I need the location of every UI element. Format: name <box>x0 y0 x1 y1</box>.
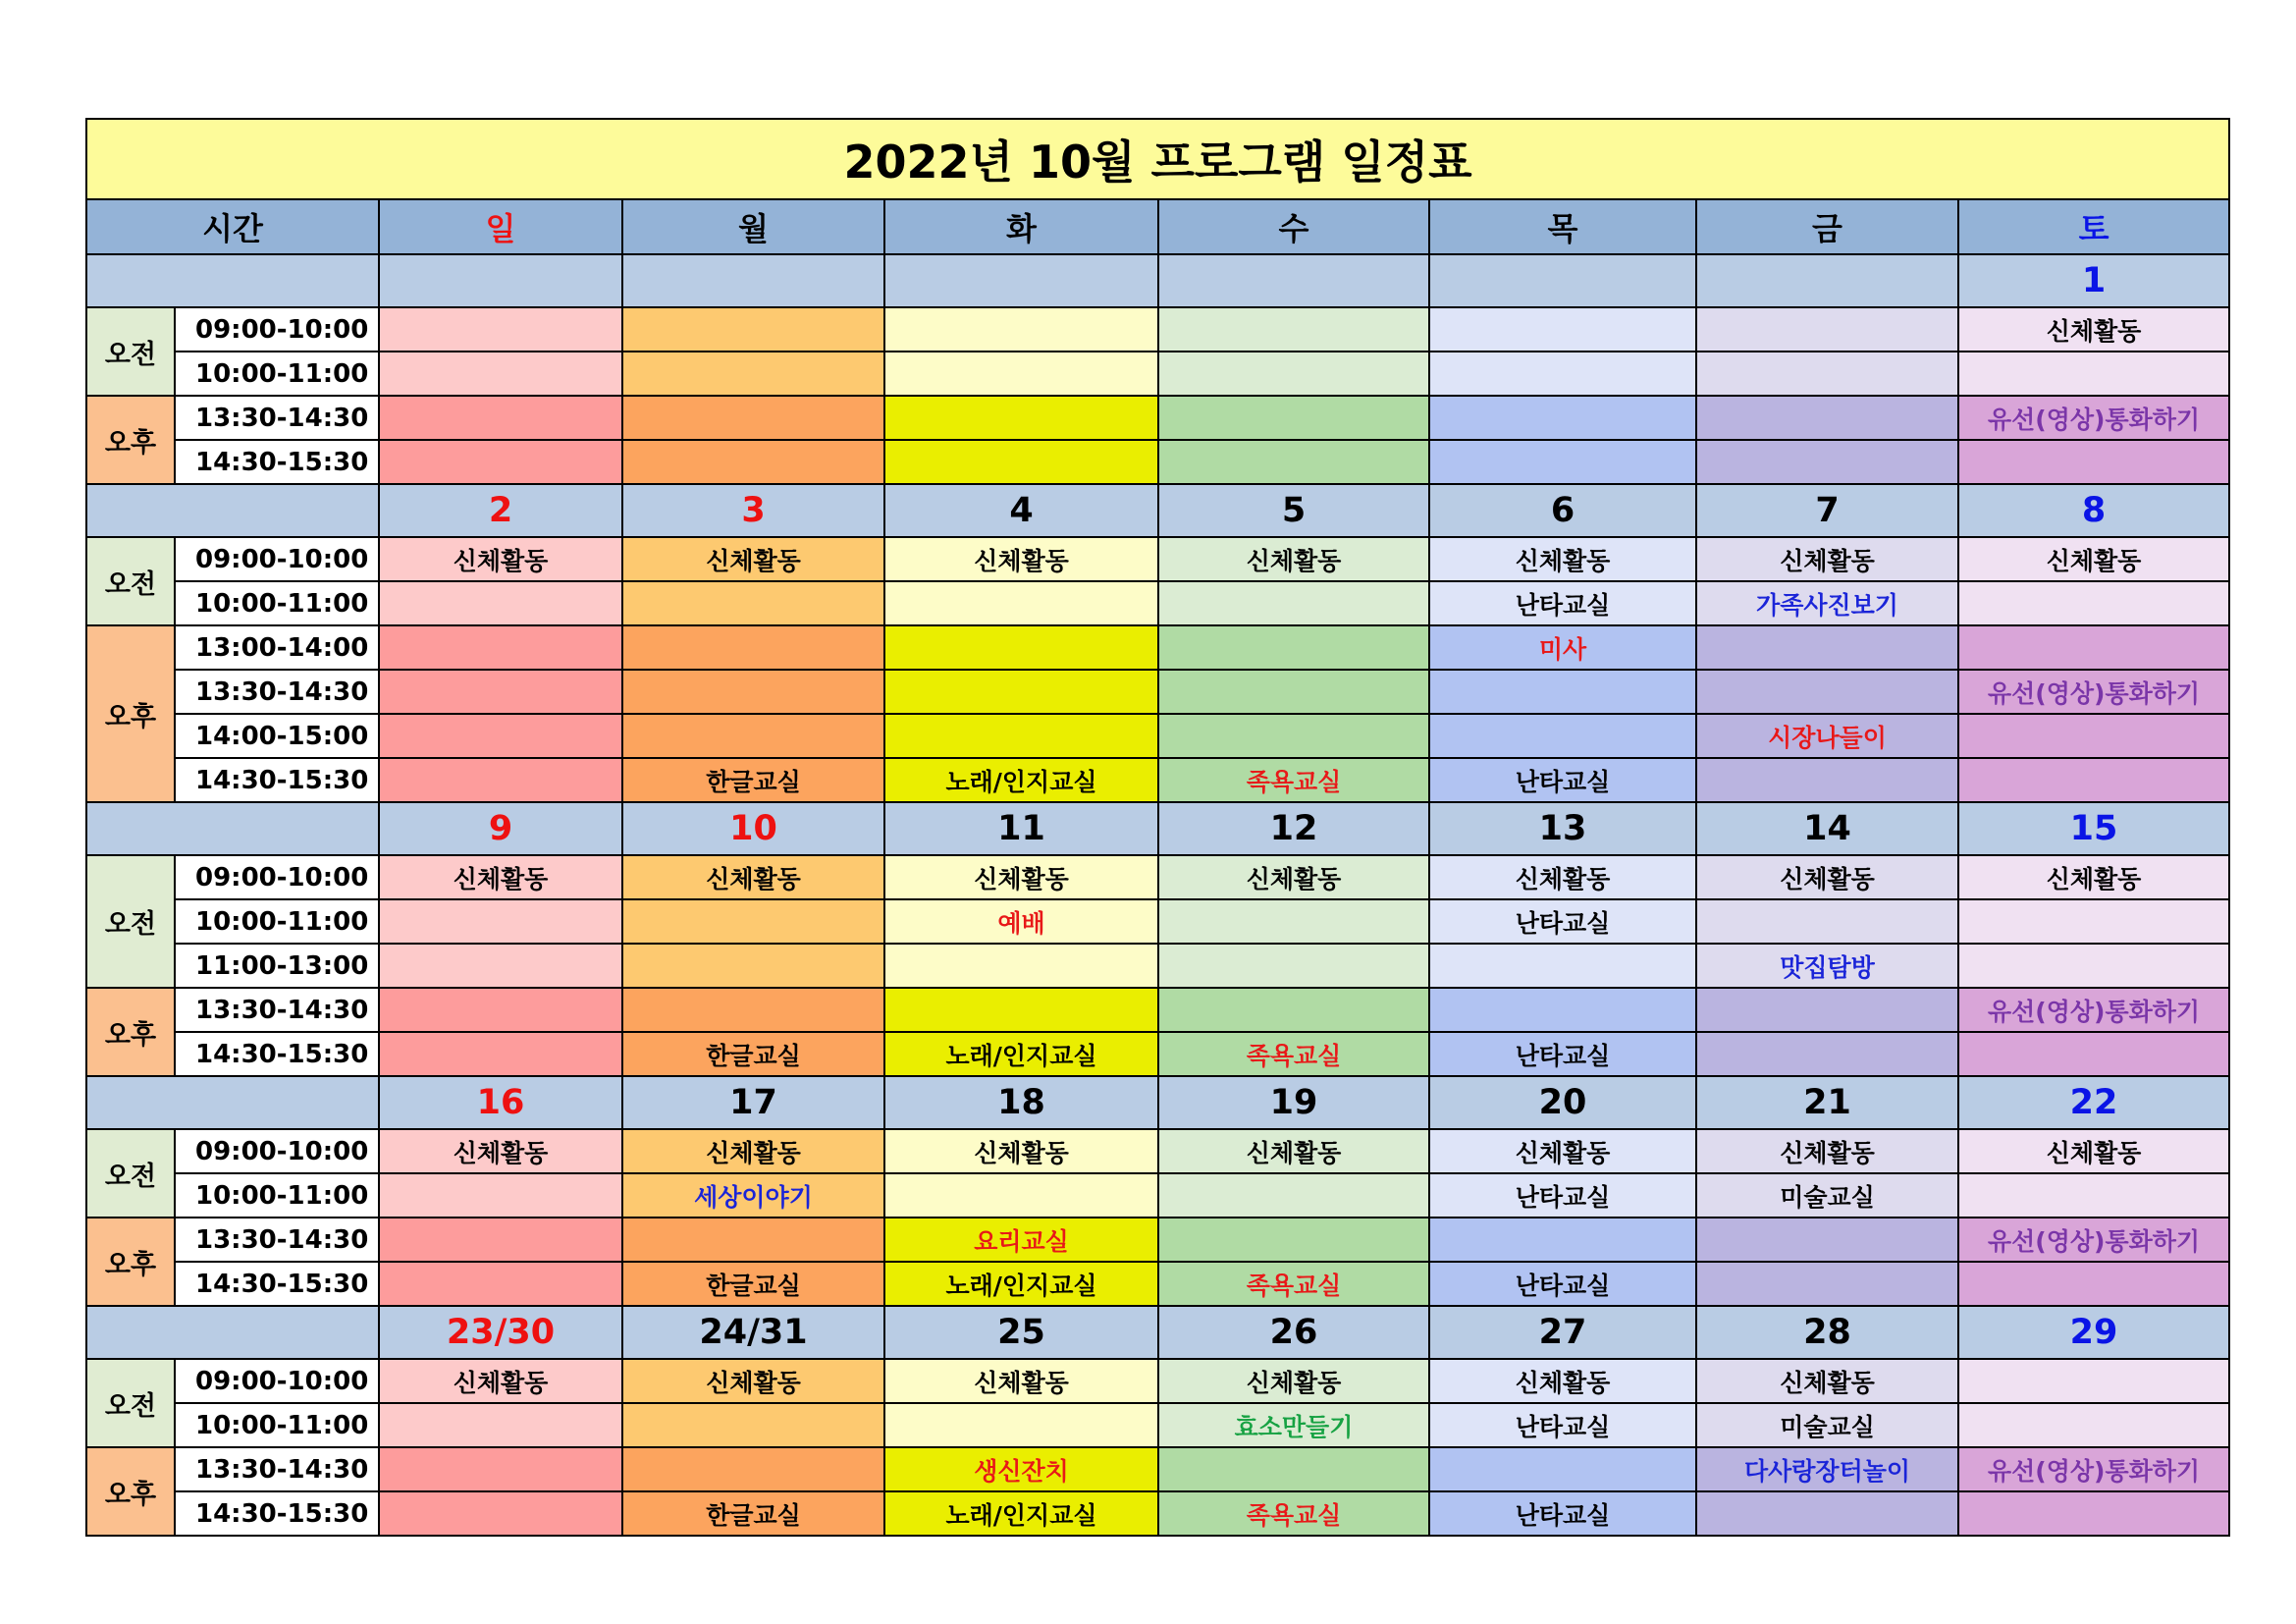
activity-cell: 유선(영상)통화하기 <box>1958 1447 2229 1491</box>
week-date-spacer <box>86 254 379 307</box>
activity-cell: 생신잔치 <box>884 1447 1158 1491</box>
activity-cell: 요리교실 <box>884 1218 1158 1262</box>
activity-cell <box>1158 988 1429 1032</box>
activity-cell <box>379 714 622 758</box>
activity-cell: 신체활동 <box>1429 1359 1696 1403</box>
activity-cell: 신체활동 <box>1696 855 1958 899</box>
activity-cell: 유선(영상)통화하기 <box>1958 1218 2229 1262</box>
activity-cell <box>884 988 1158 1032</box>
activity-cell: 족욕교실 <box>1158 1491 1429 1536</box>
day-header-tue: 화 <box>884 199 1158 254</box>
afternoon-label: 오후 <box>86 396 175 484</box>
activity-cell <box>379 758 622 802</box>
activity-cell <box>1958 440 2229 484</box>
time-slot-row <box>86 307 2229 352</box>
activity-cell: 노래/인지교실 <box>884 1032 1158 1076</box>
time-slot-row <box>86 758 2229 802</box>
activity-cell <box>379 396 622 440</box>
time-slot-label: 13:30-14:30 <box>175 988 379 1032</box>
activity-cell: 난타교실 <box>1429 1032 1696 1076</box>
time-slot-label: 14:30-15:30 <box>175 758 379 802</box>
activity-cell <box>1696 899 1958 944</box>
activity-cell <box>1696 1262 1958 1306</box>
week-date-row <box>86 1306 2229 1359</box>
activity-cell <box>379 1447 622 1491</box>
activity-cell <box>884 581 1158 625</box>
time-slot-row <box>86 581 2229 625</box>
time-slot-row <box>86 855 2229 899</box>
activity-cell: 신체활동 <box>884 537 1158 581</box>
activity-cell <box>1958 714 2229 758</box>
activity-cell <box>1158 1447 1429 1491</box>
activity-cell <box>622 307 884 352</box>
activity-cell <box>379 899 622 944</box>
date-cell: 26 <box>1158 1306 1429 1359</box>
time-slot-row <box>86 1491 2229 1536</box>
activity-cell <box>1158 944 1429 988</box>
activity-cell <box>379 352 622 396</box>
activity-cell: 난타교실 <box>1429 1262 1696 1306</box>
activity-cell <box>1158 899 1429 944</box>
activity-cell <box>1158 440 1429 484</box>
activity-cell <box>622 714 884 758</box>
activity-cell <box>1429 1447 1696 1491</box>
time-slot-row <box>86 537 2229 581</box>
time-slot-label: 14:00-15:00 <box>175 714 379 758</box>
date-cell <box>379 254 622 307</box>
activity-cell: 신체활동 <box>1158 537 1429 581</box>
time-slot-row <box>86 1173 2229 1218</box>
date-cell <box>884 254 1158 307</box>
activity-cell <box>622 1447 884 1491</box>
date-cell: 1 <box>1958 254 2229 307</box>
activity-cell <box>622 899 884 944</box>
date-cell: 10 <box>622 802 884 855</box>
activity-cell <box>1429 307 1696 352</box>
activity-cell: 예배 <box>884 899 1158 944</box>
time-slot-label: 09:00-10:00 <box>175 855 379 899</box>
activity-cell: 신체활동 <box>622 1359 884 1403</box>
activity-cell <box>1158 625 1429 670</box>
time-slot-row <box>86 1129 2229 1173</box>
activity-cell <box>884 307 1158 352</box>
time-slot-label: 13:30-14:30 <box>175 396 379 440</box>
activity-cell <box>379 670 622 714</box>
activity-cell <box>1958 1173 2229 1218</box>
date-cell: 4 <box>884 484 1158 537</box>
activity-cell: 신체활동 <box>1696 1359 1958 1403</box>
activity-cell <box>379 1262 622 1306</box>
schedule-title: 2022년 10월 프로그램 일정표 <box>86 119 2229 199</box>
date-cell: 23/30 <box>379 1306 622 1359</box>
activity-cell <box>379 625 622 670</box>
activity-cell: 신체활동 <box>1696 1129 1958 1173</box>
activity-cell: 신체활동 <box>1958 855 2229 899</box>
activity-cell <box>1158 307 1429 352</box>
activity-cell <box>622 440 884 484</box>
activity-cell: 난타교실 <box>1429 581 1696 625</box>
activity-cell <box>884 625 1158 670</box>
date-cell: 16 <box>379 1076 622 1129</box>
time-slot-row <box>86 988 2229 1032</box>
activity-cell <box>1958 758 2229 802</box>
time-slot-label: 09:00-10:00 <box>175 307 379 352</box>
activity-cell <box>1429 352 1696 396</box>
activity-cell: 한글교실 <box>622 1491 884 1536</box>
activity-cell: 신체활동 <box>884 1359 1158 1403</box>
time-slot-row <box>86 670 2229 714</box>
activity-cell <box>1958 1262 2229 1306</box>
time-slot-row <box>86 440 2229 484</box>
activity-cell <box>379 1218 622 1262</box>
activity-cell <box>1958 1403 2229 1447</box>
time-slot-label: 10:00-11:00 <box>175 899 379 944</box>
activity-cell: 신체활동 <box>1958 307 2229 352</box>
time-slot-label: 09:00-10:00 <box>175 537 379 581</box>
activity-cell <box>884 670 1158 714</box>
activity-cell <box>622 988 884 1032</box>
day-header-fri: 금 <box>1696 199 1958 254</box>
time-slot-label: 13:30-14:30 <box>175 1447 379 1491</box>
week-date-row <box>86 254 2229 307</box>
date-cell: 3 <box>622 484 884 537</box>
schedule-table <box>85 118 2230 1537</box>
week-date-row <box>86 802 2229 855</box>
week-date-spacer <box>86 1076 379 1129</box>
time-slot-label: 11:00-13:00 <box>175 944 379 988</box>
date-cell <box>622 254 884 307</box>
time-slot-row <box>86 1447 2229 1491</box>
activity-cell: 신체활동 <box>1429 537 1696 581</box>
activity-cell <box>622 670 884 714</box>
activity-cell <box>1429 714 1696 758</box>
activity-cell <box>1696 758 1958 802</box>
week-date-spacer <box>86 484 379 537</box>
date-cell: 19 <box>1158 1076 1429 1129</box>
activity-cell: 신체활동 <box>1958 1129 2229 1173</box>
activity-cell <box>379 988 622 1032</box>
activity-cell <box>379 440 622 484</box>
activity-cell <box>1958 944 2229 988</box>
time-slot-row <box>86 352 2229 396</box>
activity-cell: 신체활동 <box>884 1129 1158 1173</box>
date-cell: 6 <box>1429 484 1696 537</box>
morning-label: 오전 <box>86 537 175 625</box>
time-slot-label: 14:30-15:30 <box>175 1032 379 1076</box>
activity-cell <box>1429 988 1696 1032</box>
activity-cell <box>379 581 622 625</box>
date-cell: 5 <box>1158 484 1429 537</box>
activity-cell: 유선(영상)통화하기 <box>1958 988 2229 1032</box>
activity-cell <box>1958 352 2229 396</box>
date-cell: 27 <box>1429 1306 1696 1359</box>
activity-cell: 다사랑장터놀이 <box>1696 1447 1958 1491</box>
time-slot-label: 10:00-11:00 <box>175 1403 379 1447</box>
activity-cell: 효소만들기 <box>1158 1403 1429 1447</box>
time-slot-label: 14:30-15:30 <box>175 1262 379 1306</box>
date-cell: 8 <box>1958 484 2229 537</box>
activity-cell <box>884 944 1158 988</box>
time-slot-row <box>86 714 2229 758</box>
activity-cell: 노래/인지교실 <box>884 1491 1158 1536</box>
afternoon-label: 오후 <box>86 625 175 802</box>
date-cell: 11 <box>884 802 1158 855</box>
activity-cell <box>884 396 1158 440</box>
activity-cell <box>1696 1032 1958 1076</box>
date-cell: 14 <box>1696 802 1958 855</box>
activity-cell: 난타교실 <box>1429 1491 1696 1536</box>
morning-label: 오전 <box>86 307 175 396</box>
activity-cell <box>1158 670 1429 714</box>
activity-cell: 시장나들이 <box>1696 714 1958 758</box>
activity-cell <box>1429 670 1696 714</box>
activity-cell <box>1958 1032 2229 1076</box>
day-header-sat: 토 <box>1958 199 2229 254</box>
activity-cell <box>1696 440 1958 484</box>
activity-cell <box>622 1218 884 1262</box>
date-cell: 18 <box>884 1076 1158 1129</box>
activity-cell <box>1958 1491 2229 1536</box>
activity-cell: 신체활동 <box>622 1129 884 1173</box>
activity-cell: 난타교실 <box>1429 1403 1696 1447</box>
week-date-row <box>86 484 2229 537</box>
time-slot-row <box>86 1359 2229 1403</box>
time-slot-row <box>86 1403 2229 1447</box>
date-cell: 24/31 <box>622 1306 884 1359</box>
week-date-spacer <box>86 1306 379 1359</box>
activity-cell: 신체활동 <box>1158 1129 1429 1173</box>
date-cell: 25 <box>884 1306 1158 1359</box>
activity-cell <box>1696 670 1958 714</box>
date-cell: 13 <box>1429 802 1696 855</box>
activity-cell <box>379 1032 622 1076</box>
activity-cell <box>1158 1173 1429 1218</box>
morning-label: 오전 <box>86 1359 175 1447</box>
activity-cell <box>1696 307 1958 352</box>
activity-cell: 신체활동 <box>1696 537 1958 581</box>
activity-cell <box>379 944 622 988</box>
date-cell: 17 <box>622 1076 884 1129</box>
activity-cell: 신체활동 <box>1958 537 2229 581</box>
activity-cell: 신체활동 <box>1158 855 1429 899</box>
activity-cell <box>1696 1218 1958 1262</box>
activity-cell: 족욕교실 <box>1158 1262 1429 1306</box>
time-slot-label: 13:00-14:00 <box>175 625 379 670</box>
activity-cell <box>1696 625 1958 670</box>
activity-cell <box>1429 396 1696 440</box>
time-slot-row <box>86 1218 2229 1262</box>
time-slot-label: 10:00-11:00 <box>175 581 379 625</box>
time-slot-label: 10:00-11:00 <box>175 1173 379 1218</box>
activity-cell: 신체활동 <box>884 855 1158 899</box>
time-column-header: 시간 <box>86 199 379 254</box>
activity-cell: 미술교실 <box>1696 1403 1958 1447</box>
activity-cell: 신체활동 <box>379 855 622 899</box>
activity-cell: 족욕교실 <box>1158 1032 1429 1076</box>
date-cell <box>1696 254 1958 307</box>
activity-cell <box>1958 1359 2229 1403</box>
activity-cell <box>1958 581 2229 625</box>
activity-cell: 한글교실 <box>622 1262 884 1306</box>
activity-cell: 유선(영상)통화하기 <box>1958 670 2229 714</box>
time-slot-label: 09:00-10:00 <box>175 1129 379 1173</box>
activity-cell: 가족사진보기 <box>1696 581 1958 625</box>
activity-cell: 난타교실 <box>1429 1173 1696 1218</box>
activity-cell <box>884 352 1158 396</box>
date-cell: 22 <box>1958 1076 2229 1129</box>
week-date-spacer <box>86 802 379 855</box>
activity-cell: 신체활동 <box>622 855 884 899</box>
activity-cell: 난타교실 <box>1429 758 1696 802</box>
activity-cell <box>622 1403 884 1447</box>
activity-cell: 난타교실 <box>1429 899 1696 944</box>
activity-cell: 맛집탐방 <box>1696 944 1958 988</box>
activity-cell: 세상이야기 <box>622 1173 884 1218</box>
time-slot-row <box>86 1262 2229 1306</box>
week-date-row <box>86 1076 2229 1129</box>
date-cell <box>1158 254 1429 307</box>
activity-cell <box>1158 1218 1429 1262</box>
activity-cell: 한글교실 <box>622 758 884 802</box>
date-cell: 15 <box>1958 802 2229 855</box>
time-slot-label: 13:30-14:30 <box>175 670 379 714</box>
activity-cell <box>1696 1491 1958 1536</box>
activity-cell <box>1158 396 1429 440</box>
activity-cell: 신체활동 <box>379 537 622 581</box>
date-cell: 29 <box>1958 1306 2229 1359</box>
activity-cell: 족욕교실 <box>1158 758 1429 802</box>
time-slot-row <box>86 625 2229 670</box>
activity-cell: 미사 <box>1429 625 1696 670</box>
activity-cell: 신체활동 <box>379 1129 622 1173</box>
activity-cell: 한글교실 <box>622 1032 884 1076</box>
activity-cell <box>884 1403 1158 1447</box>
morning-label: 오전 <box>86 855 175 988</box>
activity-cell <box>1429 1218 1696 1262</box>
activity-cell <box>1958 625 2229 670</box>
activity-cell <box>884 440 1158 484</box>
afternoon-label: 오후 <box>86 1447 175 1536</box>
day-header-wed: 수 <box>1158 199 1429 254</box>
activity-cell <box>1429 440 1696 484</box>
activity-cell <box>1696 988 1958 1032</box>
activity-cell <box>622 352 884 396</box>
activity-cell <box>379 307 622 352</box>
day-header-mon: 월 <box>622 199 884 254</box>
day-header-thu: 목 <box>1429 199 1696 254</box>
date-cell: 20 <box>1429 1076 1696 1129</box>
activity-cell <box>884 1173 1158 1218</box>
time-slot-row <box>86 899 2229 944</box>
activity-cell: 노래/인지교실 <box>884 758 1158 802</box>
time-slot-label: 14:30-15:30 <box>175 1491 379 1536</box>
time-slot-label: 09:00-10:00 <box>175 1359 379 1403</box>
weekday-header-row <box>86 199 2229 254</box>
activity-cell <box>884 714 1158 758</box>
date-cell: 9 <box>379 802 622 855</box>
time-slot-row <box>86 1032 2229 1076</box>
activity-cell <box>622 944 884 988</box>
date-cell: 21 <box>1696 1076 1958 1129</box>
date-cell: 7 <box>1696 484 1958 537</box>
activity-cell: 신체활동 <box>622 537 884 581</box>
activity-cell <box>1696 352 1958 396</box>
activity-cell <box>1429 944 1696 988</box>
time-slot-row <box>86 396 2229 440</box>
activity-cell <box>379 1173 622 1218</box>
activity-cell <box>1158 714 1429 758</box>
activity-cell: 노래/인지교실 <box>884 1262 1158 1306</box>
morning-label: 오전 <box>86 1129 175 1218</box>
date-cell: 12 <box>1158 802 1429 855</box>
time-slot-row <box>86 944 2229 988</box>
activity-cell: 미술교실 <box>1696 1173 1958 1218</box>
activity-cell <box>622 396 884 440</box>
date-cell <box>1429 254 1696 307</box>
activity-cell: 신체활동 <box>1429 1129 1696 1173</box>
activity-cell <box>379 1491 622 1536</box>
activity-cell <box>1958 899 2229 944</box>
activity-cell: 신체활동 <box>1429 855 1696 899</box>
activity-cell: 신체활동 <box>379 1359 622 1403</box>
activity-cell <box>1696 396 1958 440</box>
date-cell: 2 <box>379 484 622 537</box>
day-header-sun: 일 <box>379 199 622 254</box>
activity-cell <box>379 1403 622 1447</box>
afternoon-label: 오후 <box>86 988 175 1076</box>
activity-cell: 유선(영상)통화하기 <box>1958 396 2229 440</box>
afternoon-label: 오후 <box>86 1218 175 1306</box>
date-cell: 28 <box>1696 1306 1958 1359</box>
activity-cell: 신체활동 <box>1158 1359 1429 1403</box>
time-slot-label: 13:30-14:30 <box>175 1218 379 1262</box>
activity-cell <box>1158 581 1429 625</box>
time-slot-label: 14:30-15:30 <box>175 440 379 484</box>
activity-cell <box>1158 352 1429 396</box>
time-slot-label: 10:00-11:00 <box>175 352 379 396</box>
activity-cell <box>622 581 884 625</box>
activity-cell <box>622 625 884 670</box>
